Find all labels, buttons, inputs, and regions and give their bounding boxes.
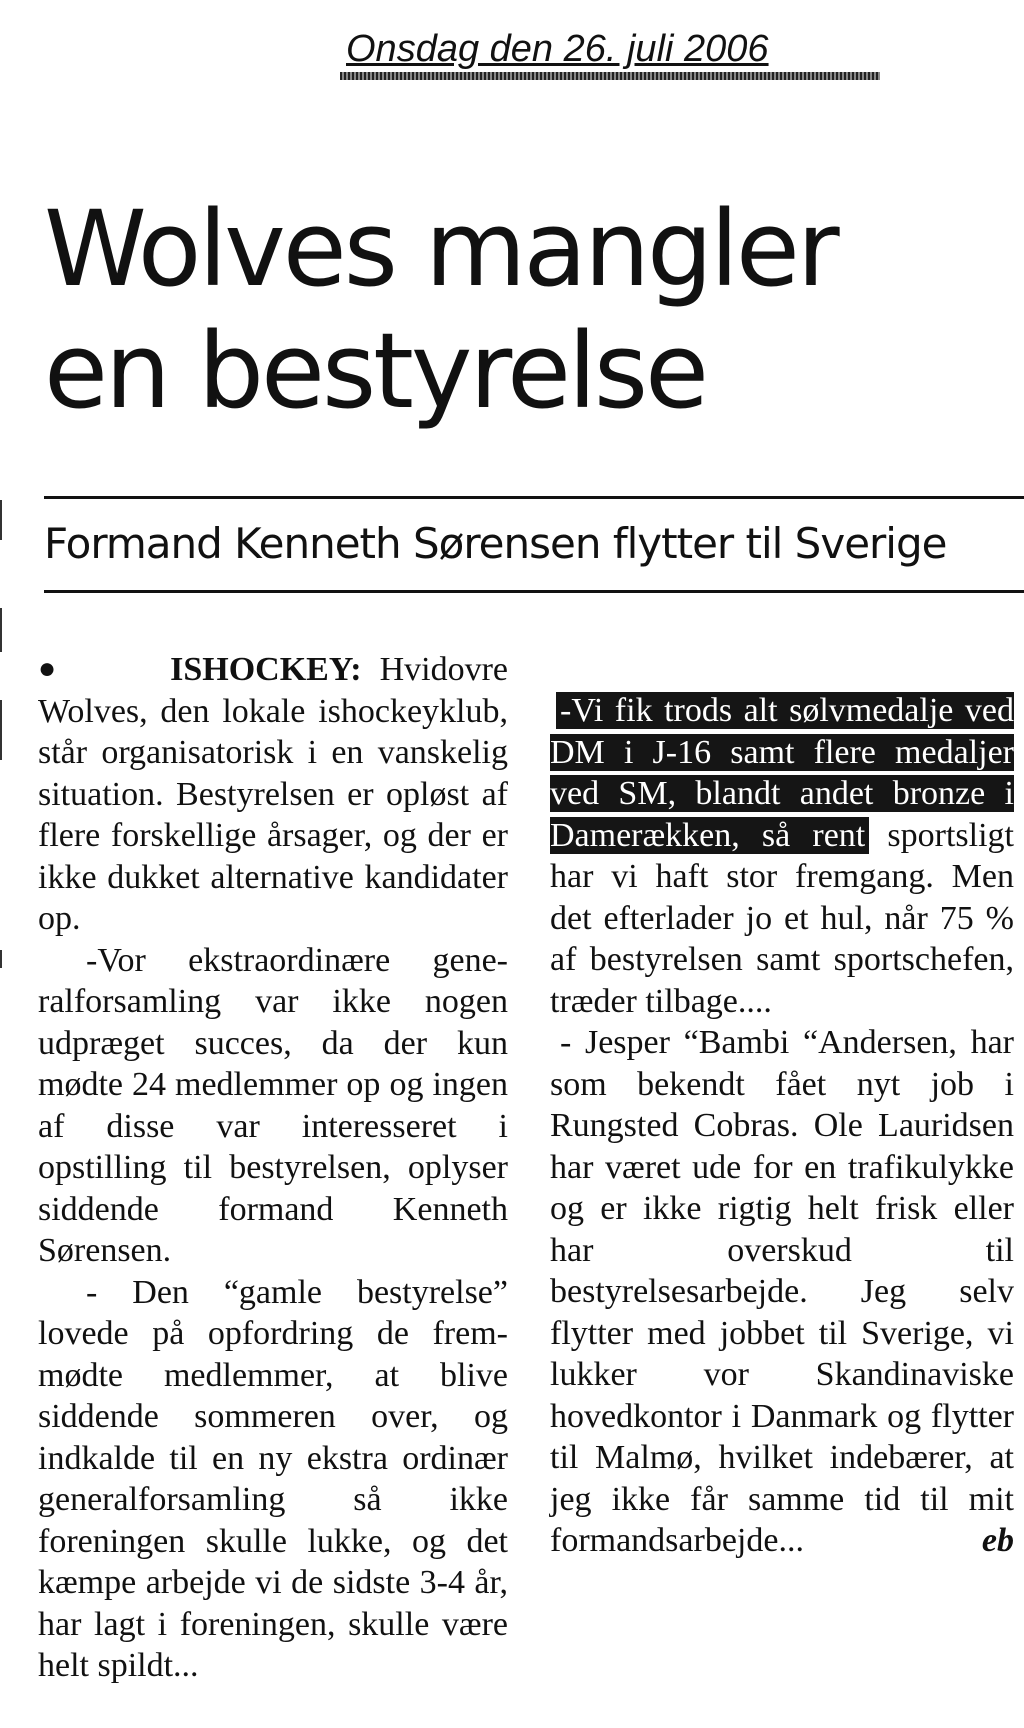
rule-bottom — [44, 590, 1024, 593]
subheadline: Formand Kenneth Sørensen flytter til Sverige — [44, 519, 947, 568]
headline-line-1: Wolves mangler — [44, 188, 837, 310]
article-paragraph-1-text: Hvidovre Wolves, den lokale ishockeyklub, står organisatorisk i en vanskelig situation. Bestyrelsen er opløst af flere forskellige årsager, og der er ikke dukket alternative kandidater op. — [38, 651, 508, 937]
article-paragraph-4-text: sportsligt har vi haft stor fremgang. Men det efterlader jo et hul, når 75 % af bestyrelsen samt sportschefen, træder tilbage.... — [550, 816, 1014, 1020]
headline-line-2: en bestyrelse — [44, 310, 706, 432]
article-paragraph-4 — [550, 690, 1014, 1022]
headline — [44, 188, 1004, 432]
article-paragraph-5-text: - Jesper “Bambi “Andersen, har som bekendt fået nyt job i Rungsted Cobras. Ole Lauridsen har været ude for en trafikulykke og er ikke rigtig helt frisk eller har overskud til bestyrelsesarbejde. Jeg selv flytter med jobbet til Sverige, vi lukker vor Skandinaviske hovedkontor i Danmark og flytter til Malmø, hvilket indebærer, at jeg ikke får samme tid til mit formandsarbejde... — [550, 1024, 1014, 1559]
rule-top — [44, 496, 1024, 499]
article-column-left — [38, 648, 508, 1687]
article-column-right-content — [550, 690, 1014, 1562]
article-kicker: ISHOCKEY: — [170, 651, 362, 688]
article-paragraph-5 — [550, 1022, 1014, 1562]
author-signature: eb — [981, 1522, 1014, 1559]
article-paragraph-2: -Vor ekstraordinære generalforsamling var ikke nogen udpræget succes, da der kun mødte 24 medlemmer op og ingen af disse var interesseret i opstilling til bestyrelsen, oplyser siddende formand Kenneth Sørensen. — [38, 941, 508, 1269]
article-paragraph-3: - Den “gamle bestyrelse” lovede på opfordring de fremmødte medlemmer, at blive siddende sommeren over, og indkalde til en ny ekstra ordinær generalforsamling så ikke foreningen skulle lukke, og det kæmpe arbejde vi de sidste 3-4 år, har lagt i foreningen, skulle være helt spildt... — [38, 1273, 508, 1684]
article-paragraph-1 — [38, 648, 508, 940]
dateline — [340, 28, 880, 82]
article-highlight: -Vi fik trods alt sølvmedalje ved DM i J-16 samt flere medaljer ved SM, blandt andet bronze i Damerækken, så rent — [550, 692, 1014, 854]
dateline-text: Onsdag den 26. juli 2006 — [346, 28, 769, 70]
bullet-icon: ● — [38, 652, 163, 685]
dateline-bar — [340, 72, 880, 80]
